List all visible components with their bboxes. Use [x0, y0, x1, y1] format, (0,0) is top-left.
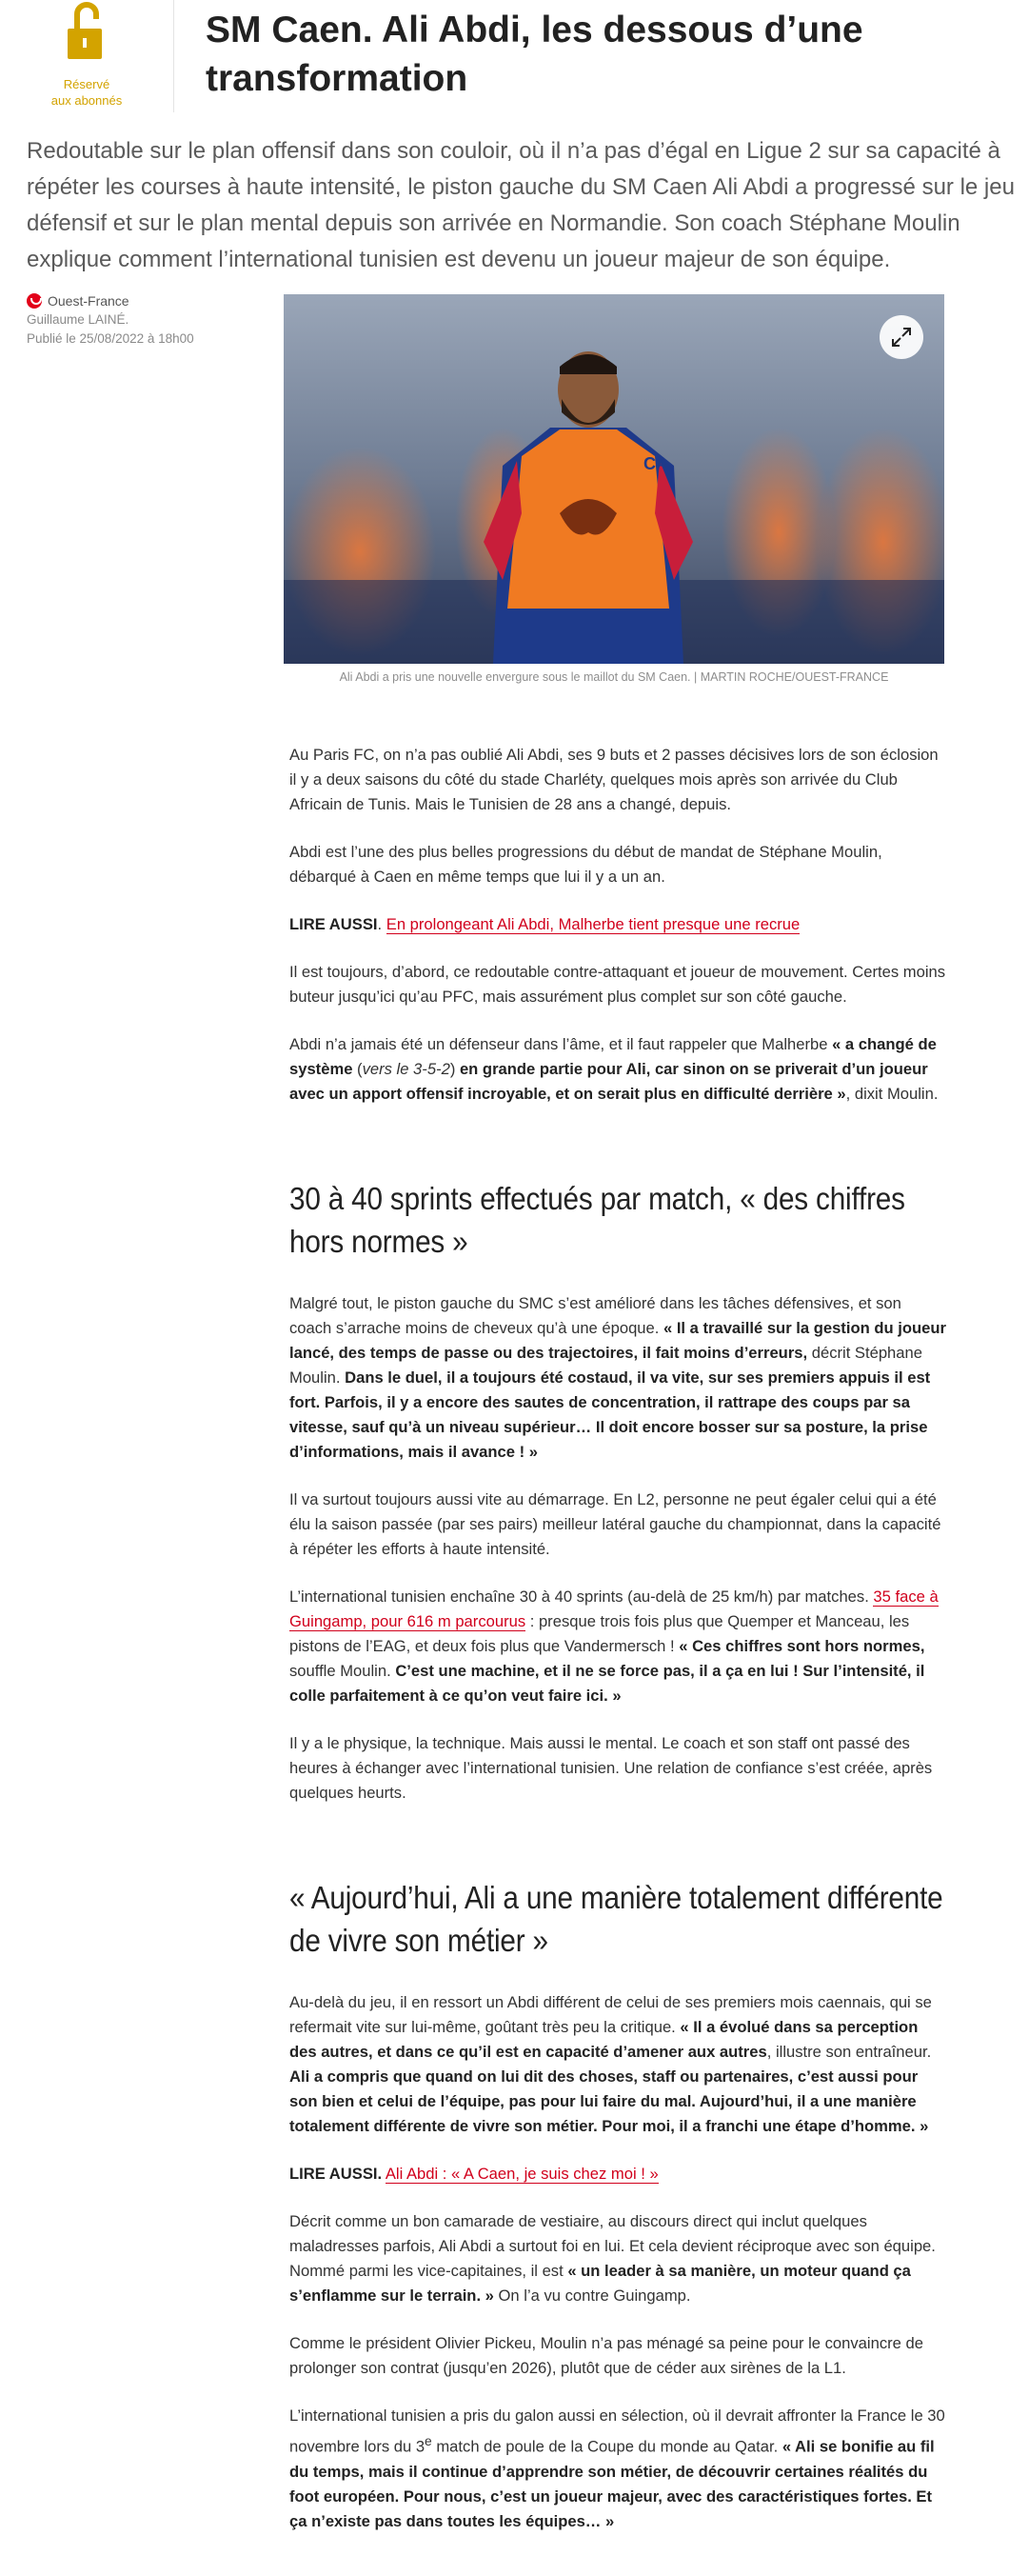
- article-photo[interactable]: [284, 294, 944, 664]
- read-also-link[interactable]: En prolongeant Ali Abdi, Malherbe tient presque une recrue: [386, 915, 801, 933]
- section-heading: « Aujourd’hui, Ali a une manière totalement différente de vivre son métier »: [289, 1880, 943, 1958]
- paragraph: Il est toujours, d’abord, ce redoutable contre-attaquant et joueur de mouvement. Certes moins buteur jusqu’ici qu’au PFC, mais assurément plus complet sur son côté gauche.: [289, 963, 946, 1006]
- paragraph: Il va surtout toujours aussi vite au démarrage. En L2, personne ne peut égaler celui qui a été élu la saison passée (par ses pairs) meilleur latéral gauche du championnat, dans la capacité à répéter les efforts à haute intensité.: [289, 1490, 941, 1558]
- badge-line-1: Réservé: [63, 77, 110, 91]
- paragraph: Comme le président Olivier Pickeu, Moulin n’a pas ménagé sa peine pour le convaincre de prolonger son contrat (jusqu’en 2026), plutôt que de céder aux sirènes de la L1.: [289, 2334, 923, 2377]
- read-also-label: LIRE AUSSI: [289, 915, 378, 933]
- paragraph: Décrit comme un bon camarade de vestiaire, au discours direct qui inclut quelques maladresses parfois, Ali Abdi a surtout foi en lui. Et cela devient réciproque avec son équipe. Nommé parmi les vice-capitaines, il est « un leader à sa manière, un moteur quand ça s’enflamme sur le terrain. » On l’a vu contre Guingamp.: [289, 2212, 936, 2305]
- sponsor-logo: CA: [643, 454, 668, 473]
- expand-photo-button[interactable]: [880, 315, 923, 359]
- author: Guillaume LAINÉ.: [27, 312, 129, 327]
- source[interactable]: [27, 291, 265, 310]
- article-header: [0, 0, 1029, 116]
- read-also-label: LIRE AUSSI.: [289, 2165, 383, 2183]
- publish-date: Publié le 25/08/2022 à 18h00: [27, 331, 194, 346]
- read-also: LIRE AUSSI. En prolongeant Ali Abdi, Malherbe tient presque une recrue: [289, 915, 801, 933]
- expand-icon: [889, 325, 914, 349]
- paragraph: L’international tunisien enchaîne 30 à 40 sprints (au-delà de 25 km/h) par matches. 35 face à Guingamp, pour 616 m parcourus : presque trois fois plus que Quemper et Manceau, les pistons de l’EAG, et deux fois plus que Vandermersch ! « Ces chiffres sont hors normes, souffle Moulin. C’est une machine, et il ne se force pas, il a ça en lui ! Sur l’intensité, il colle parfaitement à ce qu’on veut faire ici. »: [289, 1588, 939, 1705]
- article-lead: Redoutable sur le plan offensif dans son couloir, où il n’a pas d’égal en Ligue 2 sur sa capacité à répéter les courses à haute intensité, le piston gauche du SM Caen Ali Abdi a progressé sur le jeu défensif et sur le plan mental depuis son arrivée en Normandie. Son coach Stéphane Moulin explique comment l’international tunisien est devenu un joueur majeur de son équipe.: [27, 138, 1015, 272]
- read-also-link[interactable]: Ali Abdi : « A Caen, je suis chez moi ! »: [385, 2165, 659, 2183]
- ouest-france-logo-icon: [27, 293, 42, 309]
- paragraph: Abdi n’a jamais été un défenseur dans l’âme, et il faut rappeler que Malherbe « a changé de système (vers le 3-5-2) en grande partie pour Ali, car sinon on se priverait d’un joueur avec un apport offensif incroyable, et on serait plus en difficulté derrière », dixit Moulin.: [289, 1035, 939, 1103]
- subscriber-badge: [25, 0, 148, 112]
- paragraph: Il y a le physique, la technique. Mais aussi le mental. Le coach et son staff ont passé des heures à échanger avec l’international tunisien. Une relation de confiance s’est créée, après quelques heurts.: [289, 1734, 933, 1802]
- unlocked-padlock-icon: [58, 0, 115, 63]
- photo-caption: Ali Abdi a pris une nouvelle envergure sous le maillot du SM Caen. | MARTIN ROCHE/OUEST-FRANCE: [339, 670, 889, 684]
- header-divider: [173, 0, 174, 112]
- photo-illustration: [284, 294, 944, 664]
- inline-link[interactable]: 35 face à Guingamp, pour 616 m parcourus: [289, 1588, 939, 1630]
- paragraph: Au-delà du jeu, il en ressort un Abdi différent de celui de ses premiers mois caennais, qui se refermait vite sur lui-même, goûtant très peu la critique. « Il a évolué dans sa perception des autres, et dans ce qu’il est en capacité d’amener aux autres, illustre son entraîneur. Ali a compris que quand on lui dit des choses, staff ou partenaires, c’est aussi pour son bien et celui de l’équipe, pas pour lui faire du mal. Aujourd’hui, il a une manière totalement différente de vivre son métier. Pour moi, il a franchi une étape d’homme. »: [289, 1993, 932, 2135]
- paragraph: L’international tunisien a pris du galon aussi en sélection, où il devrait affronter la France le 30 novembre lors du 3e match de poule de la Coupe du monde au Qatar. « Ali se bonifie au fil du temps, mais il continue d’apprendre son métier, de découvrir certaines réalités du foot européen. Pour nous, c’est un joueur majeur, avec des caractéristiques fortes. Et ça n’existe pas dans toutes les équipes… »: [289, 2406, 945, 2530]
- badge-line-2: aux abonnés: [50, 93, 123, 108]
- section-heading: 30 à 40 sprints effectués par match, « des chiffres hors normes »: [289, 1181, 905, 1259]
- paragraph: Malgré tout, le piston gauche du SMC s’est amélioré dans les tâches défensives, et son coach s’arrache moins de cheveux qu’à une époque. « Il a travaillé sur la gestion du joueur lancé, des temps de passe ou des trajectoires, il fait moins d’erreurs, décrit Stéphane Moulin. Dans le duel, il a toujours été costaud, il va vite, sur ses premiers appuis il est fort. Parfois, il y a encore des sautes de concentration, il rattrape des coups par sa vitesse, sauf qu’à un niveau supérieur… Il doit encore bosser sur sa posture, la prise d’informations, mais il avance ! »: [289, 1294, 946, 1461]
- read-also: [289, 2162, 946, 2187]
- paragraph: Abdi est l’une des plus belles progressions du début de mandat de Stéphane Moulin, débarqué à Caen en même temps que lui il y a un an.: [289, 843, 882, 886]
- paragraph: Au Paris FC, on n’a pas oublié Ali Abdi, ses 9 buts et 2 passes décisives lors de son éclosion il y a deux saisons du côté du stade Charléty, quelques mois après son arrivée du Club Africain de Tunis. Mais le Tunisien de 28 ans a changé, depuis.: [289, 746, 939, 813]
- page-title: SM Caen. Ali Abdi, les dessous d’une transformation: [206, 10, 863, 99]
- source-name[interactable]: Ouest-France: [48, 293, 129, 309]
- article-body: [289, 743, 946, 2557]
- byline: [27, 291, 265, 349]
